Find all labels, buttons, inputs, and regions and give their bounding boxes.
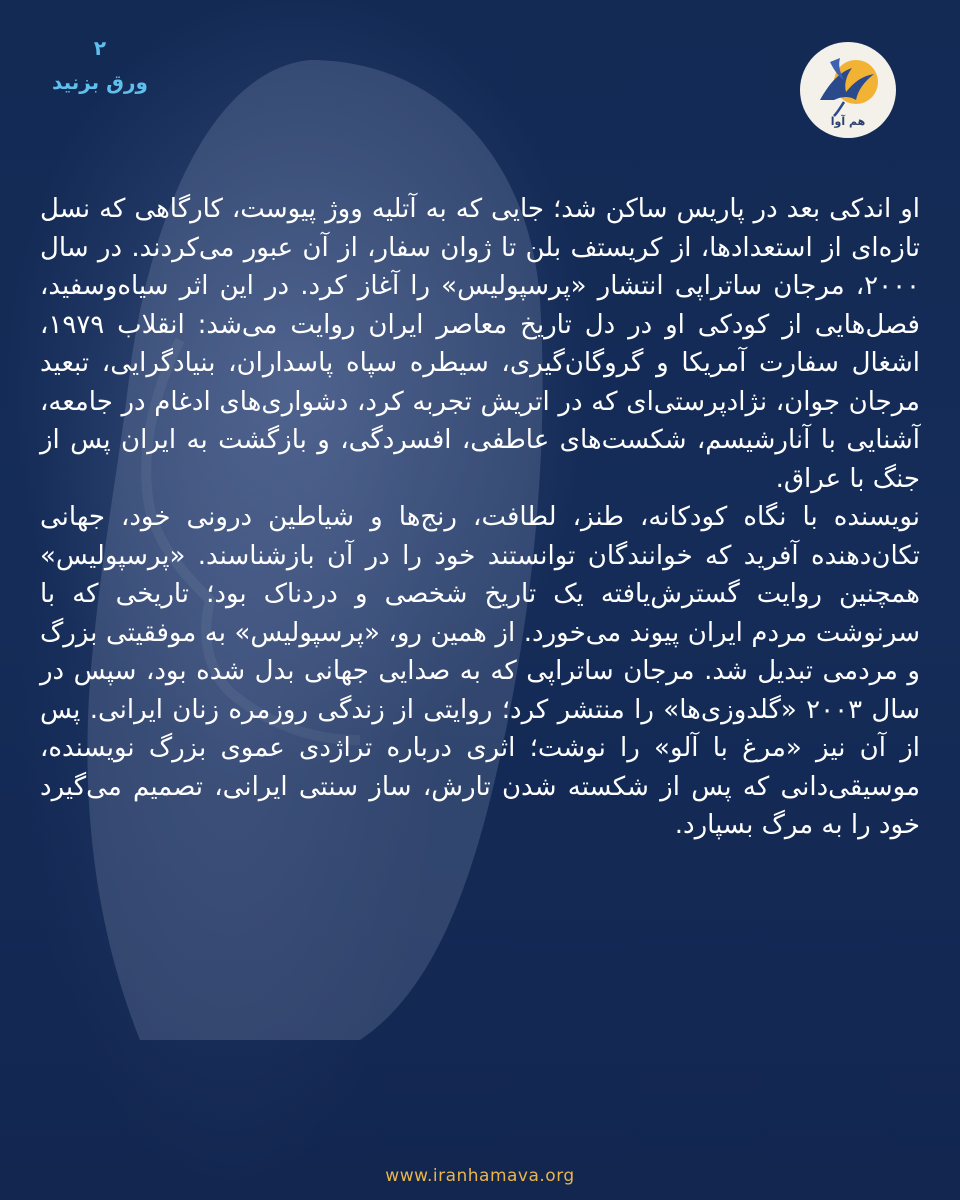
paragraph-2: نویسنده با نگاه کودکانه، طنز، لطافت، رنج‌ها و شیاطین درونی خود، جهانی تکان‌دهنده آفرید که خوانندگان توانستند خود را در آن بازشناسند. «پرسپولیس» همچنین روایت گسترش‌یافته یک تاریخ شخصی و دردناک بود؛ تاریخی که با سرنوشت مردم ایران پیوند می‌خورد. از همین رو، «پرسپولیس» به موفقیتی بزرگ و مردمی تبدیل شد. مرجان ساتراپی که به صدایی جهانی بدل شده بود، سپس در سال ۲۰۰۳ «گلدوزی‌ها» را منتشر کرد؛ روایتی از زندگی روزمره زنان ایرانی. پس از آن نیز «مرغ با آلو» را نوشت؛ اثری درباره تراژدی عموی بزرگ نویسنده، موسیقی‌دانی که پس از شکسته شدن تارش، ساز سنتی ایرانی، تصمیم می‌گیرد خود را به مرگ بسپارد.	[40, 502, 920, 840]
paragraph-1: او اندکی بعد در پاریس ساکن شد؛ جایی که به آتلیه ووژ پیوست، کارگاهی که نسل تازه‌ای از استعدادها، از کریستف بلن تا ژوان سفار، از آن عبور می‌کردند. در سال ۲۰۰۰، مرجان ساتراپی انتشار «پرسپولیس» را آغاز کرد. در این اثر سیاه‌وسفید، فصل‌هایی از کودکی او در دل تاریخ معاصر ایران روایت می‌شد: انقلاب ۱۹۷۹، اشغال سفارت آمریکا و گروگان‌گیری، سیطره سپاه پاسداران، بنیادگرایی، تبعید مرجان جوان، نژادپرستی‌ای که در اتریش تجربه کرد، دشواری‌های ادغام در جامعه، آشنایی با آنارشیسم، شکست‌های عاطفی، افسردگی، و بازگشت به ایران پس از جنگ با عراق.	[40, 194, 920, 494]
page-number: ۲	[93, 36, 107, 60]
article-body	[40, 190, 920, 845]
logo-text: هم آوا	[830, 115, 866, 128]
hamava-logo	[800, 42, 896, 138]
swipe-hint-label: ورق بزنید	[52, 70, 148, 94]
website-url: www.iranhamava.org	[385, 1166, 575, 1186]
